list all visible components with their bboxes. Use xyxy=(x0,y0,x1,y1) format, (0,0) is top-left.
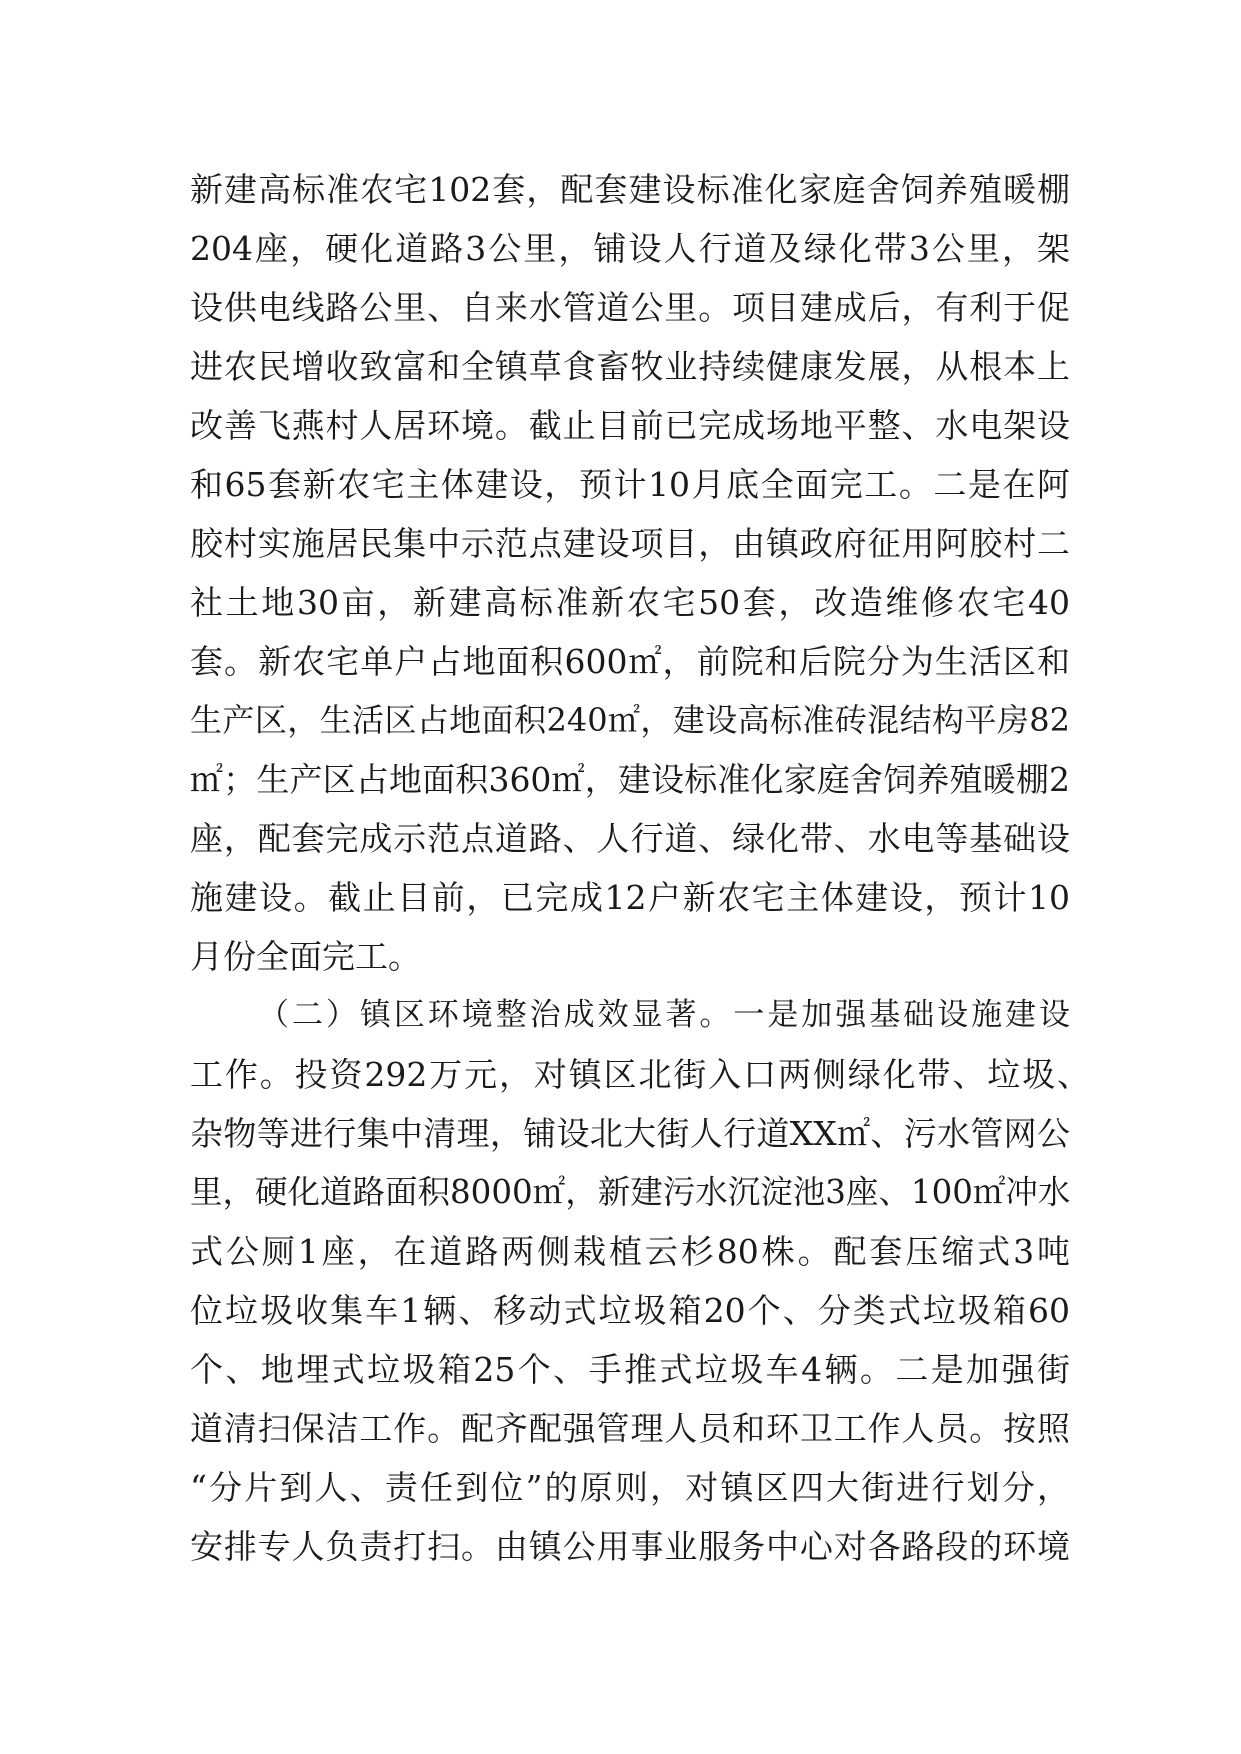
text-line: 套。新农宅单户占地面积600㎡，前院和后院分为生活区和 xyxy=(190,642,1070,681)
text-line: “分片到人、责任到位”的原则，对镇区四大街进行划分， xyxy=(190,1468,1070,1507)
body-text xyxy=(190,160,1090,1576)
text-line: 社土地30亩，新建高标准新农宅50套，改造维修农宅40 xyxy=(190,583,1070,622)
text-line: 位垃圾收集车1辆、移动式垃圾箱20个、分类式垃圾箱60 xyxy=(190,1291,1070,1330)
text-line: 工作。投资292万元，对镇区北街入口两侧绿化带、垃圾、 xyxy=(190,1055,1090,1094)
text-line: 安排专人负责打扫。由镇公用事业服务中心对各路段的环境 xyxy=(190,1527,1070,1566)
text-line: 式公厕1座，在道路两侧栽植云杉80株。配套压缩式3吨 xyxy=(190,1232,1070,1271)
text-line: 杂物等进行集中清理，铺设北大街人行道XX㎡、污水管网公 xyxy=(190,1114,1070,1153)
text-line: 月份全面完工。 xyxy=(190,937,421,976)
text-line: 座，配套完成示范点道路、人行道、绿化带、水电等基础设 xyxy=(190,819,1070,858)
text-line: 里，硬化道路面积8000㎡，新建污水沉淀池3座、100㎡冲水 xyxy=(190,1173,1071,1211)
text-line: 胶村实施居民集中示范点建设项目，由镇政府征用阿胶村二 xyxy=(190,524,1070,563)
text-line: 改善飞燕村人居环境。截止目前已完成场地平整、水电架设 xyxy=(190,406,1070,445)
text-line: 设供电线路公里、自来水管道公里。项目建成后，有利于促 xyxy=(190,288,1070,327)
text-line: 和65套新农宅主体建设，预计10月底全面完工。二是在阿 xyxy=(190,465,1070,504)
text-line: 进农民增收致富和全镇草食畜牧业持续健康发展，从根本上 xyxy=(190,347,1070,386)
text-line: 生产区，生活区占地面积240㎡，建设高标准砖混结构平房82 xyxy=(190,701,1070,739)
text-line: 施建设。截止目前，已完成12户新农宅主体建设，预计10 xyxy=(190,878,1070,917)
text-line: 个、地埋式垃圾箱25个、手推式垃圾车4辆。二是加强街 xyxy=(190,1350,1070,1389)
text-line: 204座，硬化道路3公里，铺设人行道及绿化带3公里，架 xyxy=(190,229,1070,268)
text-line: 道清扫保洁工作。配齐配强管理人员和环卫工作人员。按照 xyxy=(190,1409,1070,1448)
text-line: 新建高标准农宅102套，配套建设标准化家庭舍饲养殖暖棚 xyxy=(190,170,1070,209)
section-heading-line: （二）镇区环境整治成效显著。一是加强基础设施建设 xyxy=(258,997,1070,1033)
text-line: ㎡；生产区占地面积360㎡，建设标准化家庭舍饲养殖暖棚2 xyxy=(190,760,1070,799)
